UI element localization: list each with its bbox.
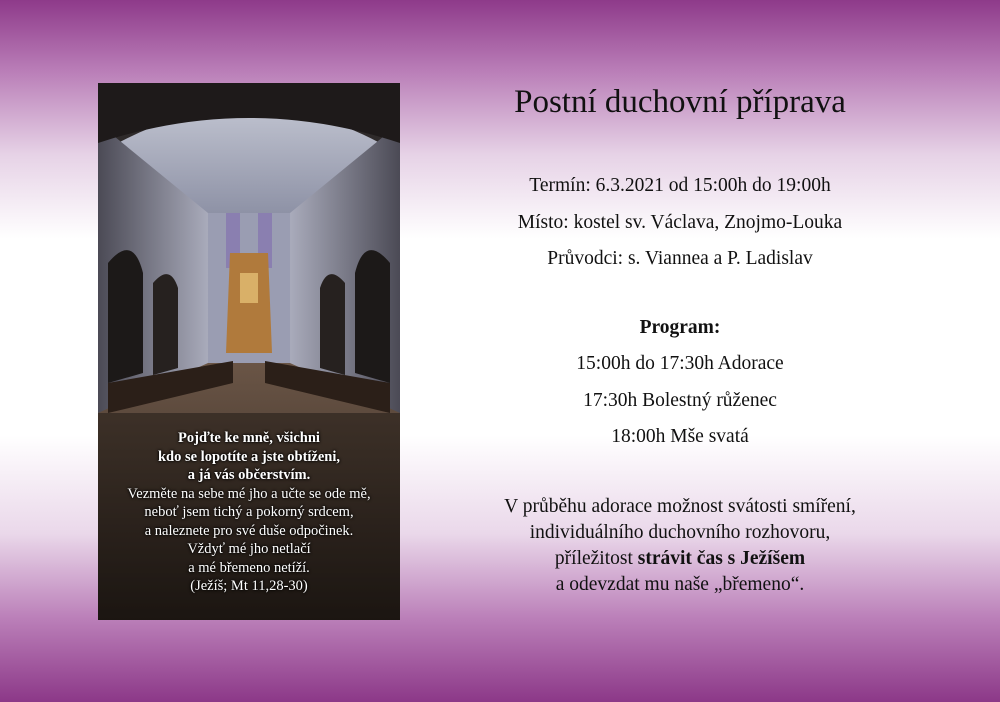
event-place: Místo: kostel sv. Václava, Znojmo-Louka [517, 212, 843, 233]
verse-line: kdo se lopotíte a jste obtíženi, [157, 448, 341, 465]
adoration-note [430, 494, 930, 598]
verse-line: a naleznete pro své duše odpočinek. [144, 522, 354, 539]
scripture-quote [98, 429, 400, 596]
note-line: a odevzdat mu naše „břemeno“. [555, 574, 805, 595]
program-item: 18:00h Mše svatá [611, 426, 749, 447]
verse-citation: (Ježíš; Mt 11,28-30) [190, 578, 308, 594]
verse-line: Vezměte na sebe mé jho a učte se ode mě, [127, 485, 371, 502]
event-guides: Průvodci: s. Viannea a P. Ladislav [547, 248, 813, 269]
note-line: individuálního duchovního rozhovoru, [529, 522, 831, 543]
event-date: Termín: 6.3.2021 od 15:00h do 19:00h [529, 175, 831, 196]
program-heading: Program: [639, 317, 721, 338]
verse-line: Vždyť mé jho netlačí [187, 541, 311, 557]
note-line [430, 546, 930, 572]
program-item: 15:00h do 17:30h Adorace [576, 353, 784, 374]
note-emphasis: strávit čas s Ježíšem [637, 548, 806, 569]
page-title: Postní duchovní příprava [514, 84, 846, 120]
verse-line: Pojďte ke mně, všichni [178, 430, 320, 446]
verse-line: a mé břemeno netíží. [188, 559, 310, 576]
note-text: příležitost [554, 548, 638, 569]
note-line: V průběhu adorace možnost svátosti smíření, [504, 496, 856, 517]
program-item: 17:30h Bolestný růženec [583, 390, 777, 411]
church-interior-photo [98, 83, 400, 620]
verse-line: a já vás občerstvím. [187, 467, 311, 483]
verse-line: neboť jsem tichý a pokorný srdcem, [144, 504, 354, 520]
